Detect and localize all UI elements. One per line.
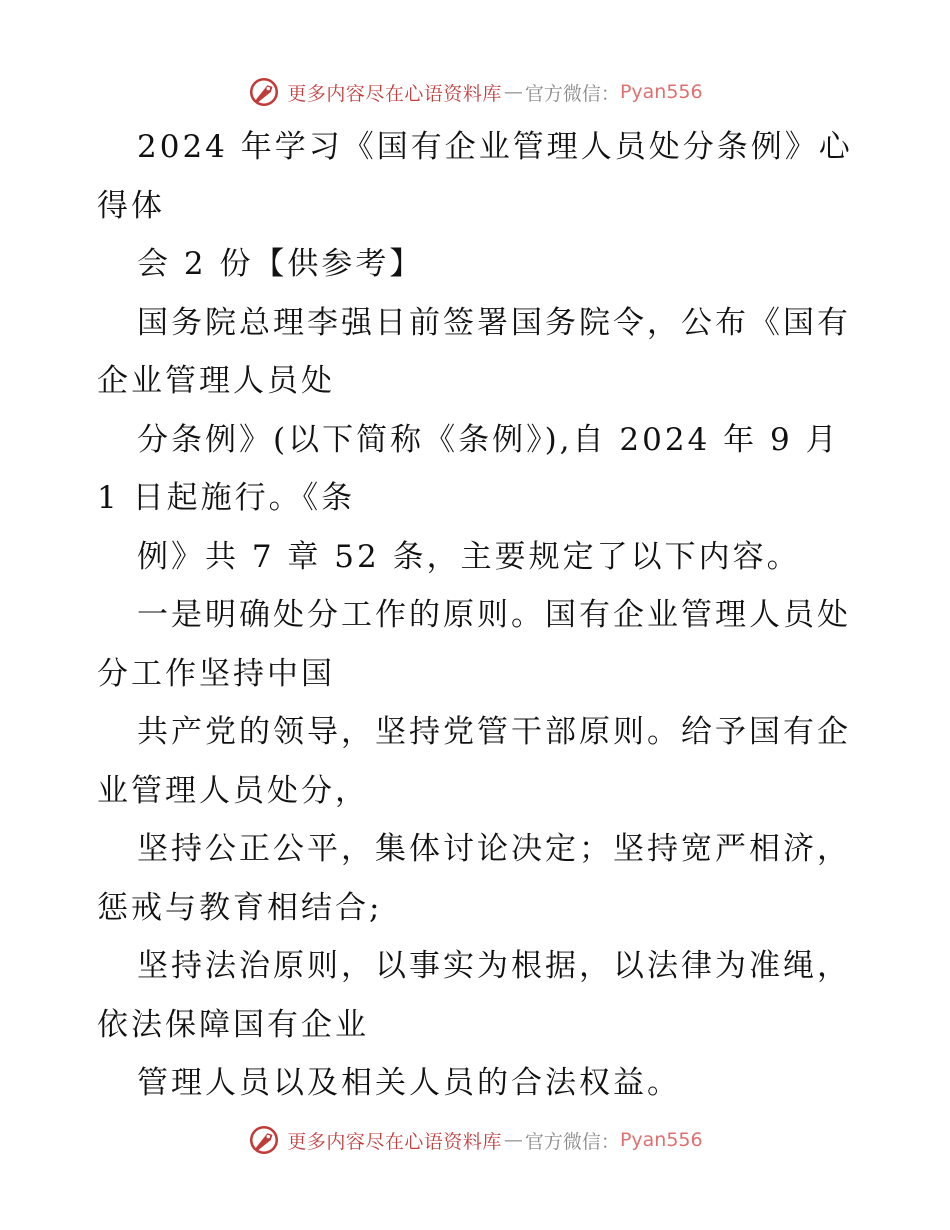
header-contact-id: Pyan556 bbox=[619, 81, 703, 103]
footer-watermark bbox=[0, 1120, 950, 1160]
paragraph-line: 分工作坚持中国 bbox=[97, 655, 335, 692]
paragraph-line: 国务院总理李强日前签署国务院令，公布《国有 bbox=[137, 304, 851, 341]
paragraph-line: 分条例》(以下简称《条例》),自 2024 年 9 月 bbox=[137, 421, 840, 458]
title-line-2: 得体 bbox=[97, 187, 165, 224]
subtitle-line: 会 2 份【供参考】 bbox=[137, 246, 424, 282]
footer-watermark-text: 更多内容尽在心语资料库 bbox=[287, 1130, 502, 1153]
paragraph-line: 企业管理人员处 bbox=[97, 363, 335, 399]
header-contact-label: 官方微信： bbox=[524, 82, 620, 105]
footer-contact-label: 官方微信： bbox=[524, 1130, 620, 1153]
document-body bbox=[97, 118, 857, 1113]
pen-nib-logo-icon bbox=[247, 1123, 281, 1157]
paragraph-line: 惩戒与教育相结合; bbox=[97, 889, 383, 926]
paragraph-line: 管理人员以及相关人员的合法权益。 bbox=[137, 1065, 681, 1101]
title-line-1: 2024 年学习《国有企业管理人员处分条例》心 bbox=[137, 129, 853, 165]
paragraph-line: 坚持公正公平，集体讨论决定；坚持宽严相济， bbox=[137, 831, 851, 867]
paragraph-line: 依法保障国有企业 bbox=[97, 1006, 369, 1043]
header-watermark-text: 更多内容尽在心语资料库 bbox=[287, 82, 502, 105]
paragraph-line: 一是明确处分工作的原则。国有企业管理人员处 bbox=[137, 597, 851, 633]
header-watermark-dash: — bbox=[503, 81, 523, 103]
paragraph-line: 坚持法治原则，以事实为根据，以法律为准绳， bbox=[137, 948, 851, 984]
footer-contact-id: Pyan556 bbox=[619, 1129, 703, 1151]
paragraph-line: 例》共 7 章 52 条，主要规定了以下内容。 bbox=[137, 538, 801, 575]
paragraph-line: 共产党的领导，坚持党管干部原则。给予国有企 bbox=[137, 714, 851, 750]
header-watermark bbox=[0, 72, 950, 112]
footer-watermark-dash: — bbox=[503, 1129, 523, 1151]
paragraph-line: 业管理人员处分， bbox=[97, 772, 369, 809]
paragraph-line: 1 日起施行。《条 bbox=[97, 480, 356, 516]
pen-nib-logo-icon bbox=[247, 75, 281, 109]
